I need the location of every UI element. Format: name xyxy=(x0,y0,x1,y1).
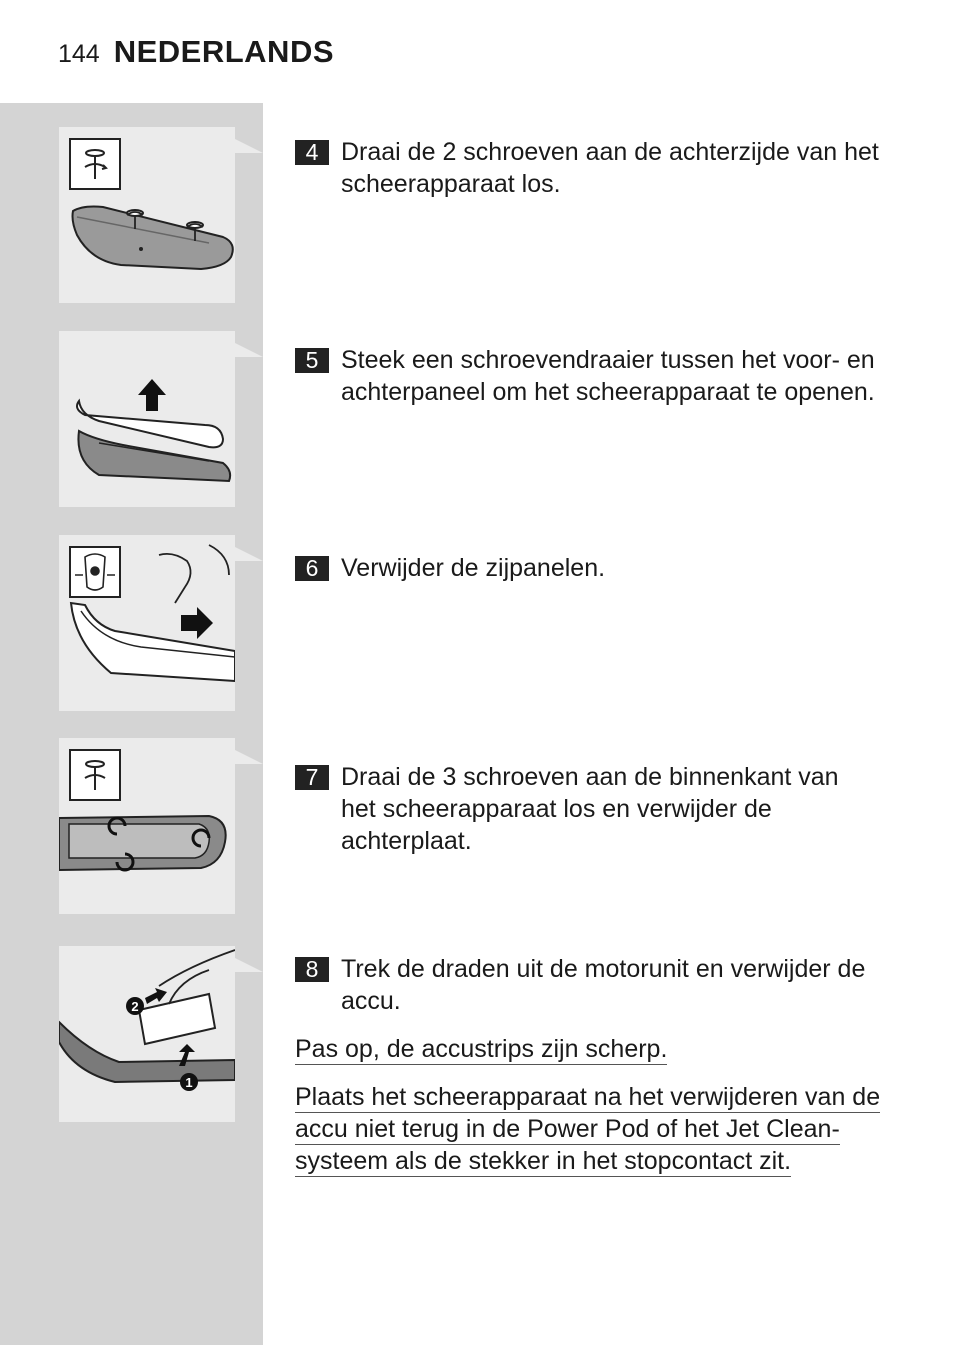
step-4 xyxy=(295,136,895,200)
step-text: Draai de 3 schroeven aan de binnenkant van het scheerapparaat los en verwijder de achterplaat. xyxy=(341,763,839,855)
step-number-badge: 7 xyxy=(295,765,329,790)
page-header xyxy=(58,34,334,74)
callout-1 xyxy=(180,1073,198,1091)
inner-screws-illustration xyxy=(59,738,235,914)
step-number-badge: 8 xyxy=(295,957,329,982)
shaver-back-screws-illustration xyxy=(59,127,235,303)
figure-step-5 xyxy=(59,331,235,507)
remove-side-panels-illustration xyxy=(59,535,235,711)
step-text: Draai de 2 schroeven aan de achterzijde van het scheerapparaat los. xyxy=(341,138,879,198)
step-8 xyxy=(295,953,895,1017)
figure-step-4 xyxy=(59,127,235,303)
callout-2 xyxy=(126,997,144,1015)
step-5 xyxy=(295,344,875,408)
figure-step-6 xyxy=(59,535,235,711)
step-text: Verwijder de zijpanelen. xyxy=(341,554,606,582)
section-title: NEDERLANDS xyxy=(113,34,335,69)
remove-battery-illustration xyxy=(59,946,235,1122)
open-shaver-panels-illustration xyxy=(59,331,235,507)
figure-step-7 xyxy=(59,738,235,914)
warning-note-sharp-strips xyxy=(295,1033,905,1065)
step-text: Steek een schroevendraaier tussen het voor- en achterpaneel om het scheerapparaat te openen. xyxy=(341,346,875,406)
figure-step-8 xyxy=(59,946,235,1122)
step-text: Trek de draden uit de motorunit en verwijder de accu. xyxy=(341,955,866,1015)
note-text: Pas op, de accustrips zijn scherp. xyxy=(295,1035,668,1063)
step-7 xyxy=(295,761,865,857)
page-number: 144 xyxy=(58,40,100,68)
step-number-badge: 5 xyxy=(295,348,329,373)
step-number-badge: 6 xyxy=(295,556,329,581)
warning-note-power-pod xyxy=(295,1081,900,1177)
step-6 xyxy=(295,552,895,584)
svg-text:2: 2 xyxy=(131,999,139,1014)
svg-text:1: 1 xyxy=(185,1075,193,1090)
step-number-badge: 4 xyxy=(295,140,329,165)
note-text: Plaats het scheerapparaat na het verwijderen van de accu niet terug in de Power Pod of het Jet Clean-systeem als de stekker in het stopcontact zit. xyxy=(295,1083,881,1175)
